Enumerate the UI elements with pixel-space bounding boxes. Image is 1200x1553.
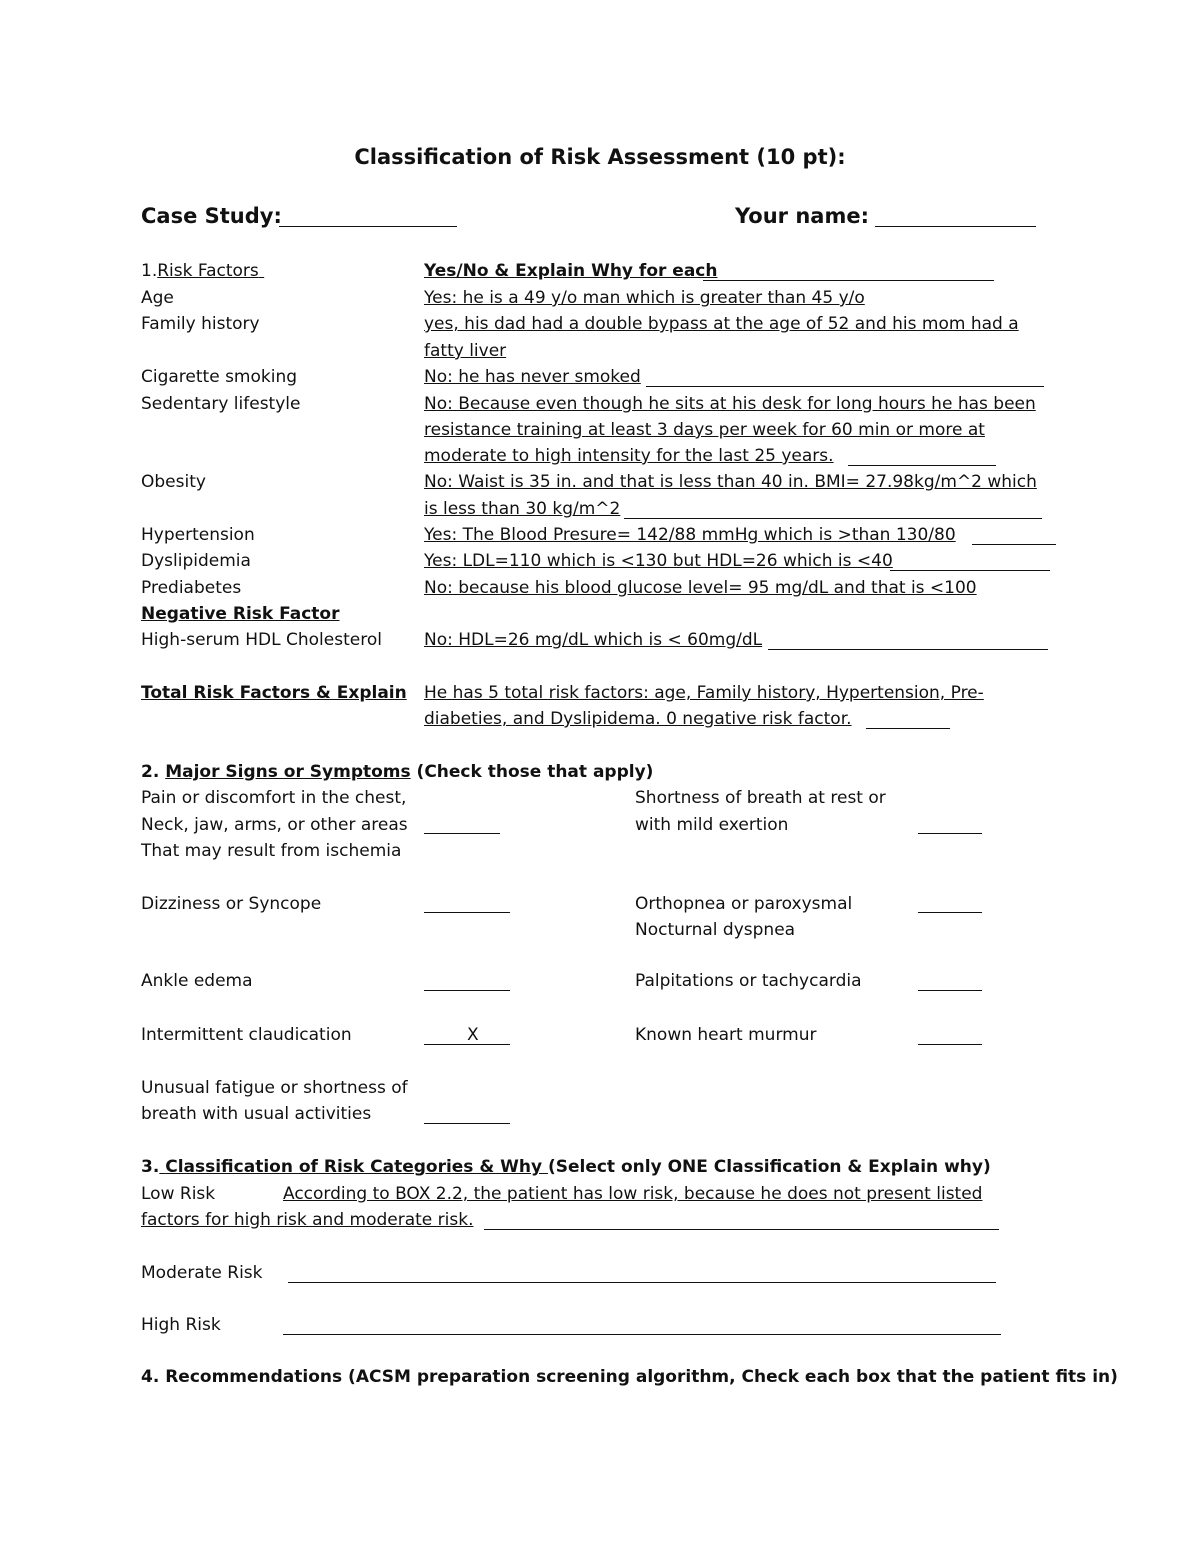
section1-number: 1. (141, 261, 158, 281)
murmur-check-field[interactable] (918, 1044, 982, 1045)
total-risk-factors-label: Total Risk Factors & Explain (141, 683, 407, 703)
total-risk-factors-answer-line2: diabeties, and Dyslipidema. 0 negative risk factor. (424, 709, 852, 729)
your-name-field[interactable] (875, 226, 1036, 227)
prediabetes-answer: No: because his blood glucose level= 95 mg/dL and that is <100 (424, 578, 977, 598)
high-risk-label: High Risk (141, 1315, 221, 1335)
answer-heading: Yes/No & Explain Why for each (424, 261, 718, 281)
dizziness-check-field[interactable] (424, 912, 510, 913)
symptom-fatigue-line1: Unusual fatigue or shortness of (141, 1078, 408, 1098)
case-study-label: Case Study: (141, 204, 282, 228)
answer-heading-rule (703, 280, 994, 281)
obesity-answer-line2: is less than 30 kg/m^2 (424, 499, 621, 519)
symptom-fatigue-line2: breath with usual activities (141, 1104, 372, 1124)
low-risk-answer-line1: According to BOX 2.2, the patient has low risk, because he does not present listed (283, 1184, 983, 1204)
dyslipidemia-answer: Yes: LDL=110 which is <130 but HDL=26 which is <40 (424, 551, 893, 571)
sob-check-field[interactable] (918, 833, 982, 834)
hypertension-label: Hypertension (141, 525, 255, 545)
prediabetes-label: Prediabetes (141, 578, 242, 598)
symptom-sob-line1: Shortness of breath at rest or (635, 788, 886, 808)
hdl-answer: No: HDL=26 mg/dL which is < 60mg/dL (424, 630, 763, 650)
sedentary-answer-rule (848, 465, 996, 466)
section3-heading-text: Classification of Risk Categories & Why (165, 1157, 543, 1177)
sedentary-answer-line3: moderate to high intensity for the last 25 years. (424, 446, 834, 466)
case-study-field[interactable] (279, 226, 457, 227)
fatigue-check-field[interactable] (424, 1123, 510, 1124)
symptom-dizziness: Dizziness or Syncope (141, 894, 322, 914)
symptom-sob-line2: with mild exertion (635, 815, 789, 835)
total-answer-rule (866, 728, 950, 729)
symptom-orthopnea-line2: Nocturnal dyspnea (635, 920, 796, 940)
section1-heading (141, 258, 264, 285)
high-risk-field[interactable] (283, 1334, 1001, 1335)
symptom-chest-line3: That may result from ischemia (141, 841, 402, 861)
moderate-risk-label: Moderate Risk (141, 1263, 263, 1283)
family-history-answer-line2: fatty liver (424, 341, 507, 361)
low-risk-label: Low Risk (141, 1184, 216, 1204)
negative-risk-factor-heading: Negative Risk Factor (141, 604, 340, 624)
obesity-label: Obesity (141, 472, 206, 492)
symptom-heart-murmur: Known heart murmur (635, 1025, 817, 1045)
hdl-label: High-serum HDL Cholesterol (141, 630, 382, 650)
sedentary-answer-line1: No: Because even though he sits at his desk for long hours he has been (424, 394, 1036, 414)
age-label: Age (141, 288, 174, 308)
page-title: Classification of Risk Assessment (10 pt): (354, 145, 846, 169)
symptom-chest-line1: Pain or discomfort in the chest, (141, 788, 407, 808)
low-risk-answer-rule (484, 1229, 999, 1230)
low-risk-answer-line2: factors for high risk and moderate risk. (141, 1210, 474, 1230)
family-history-answer-line1: yes, his dad had a double bypass at the age of 52 and his mom had a (424, 314, 1019, 334)
hypertension-answer: Yes: The Blood Presure= 142/88 mmHg which is >than 130/80 (424, 525, 956, 545)
obesity-answer-line1: No: Waist is 35 in. and that is less than 40 in. BMI= 27.98kg/m^2 which (424, 472, 1037, 492)
chest-check-field[interactable] (424, 833, 500, 834)
section3-heading: 3. Classification of Risk Categories & Why (Select only ONE Classification & Explain why) (141, 1157, 991, 1177)
symptom-ankle-edema: Ankle edema (141, 971, 253, 991)
hdl-answer-rule (768, 649, 1048, 650)
symptom-claudication: Intermittent claudication (141, 1025, 352, 1045)
symptom-orthopnea-line1: Orthopnea or paroxysmal (635, 894, 853, 914)
symptom-chest-line2: Neck, jaw, arms, or other areas (141, 815, 408, 835)
hypertension-answer-rule (972, 544, 1056, 545)
sedentary-label: Sedentary lifestyle (141, 394, 301, 414)
family-history-label: Family history (141, 314, 260, 334)
sedentary-answer-line2: resistance training at least 3 days per week for 60 min or more at (424, 420, 985, 440)
section2-heading: 2. Major Signs or Symptoms (Check those that apply) (141, 762, 654, 782)
dyslipidemia-answer-rule (890, 570, 1050, 571)
orthopnea-check-field[interactable] (918, 912, 982, 913)
smoking-answer-rule (646, 386, 1044, 387)
palpitations-check-field[interactable] (918, 990, 982, 991)
section4-heading: 4. Recommendations (ACSM preparation screening algorithm, Check each box that the patient fits in) (141, 1367, 1118, 1387)
ankle-check-field[interactable] (424, 990, 510, 991)
smoking-answer: No: he has never smoked (424, 367, 641, 387)
total-risk-factors-answer-line1: He has 5 total risk factors: age, Family history, Hypertension, Pre- (424, 683, 984, 703)
your-name-label: Your name: (735, 204, 869, 228)
risk-factors-heading: Risk Factors (157, 261, 259, 281)
obesity-answer-rule (624, 518, 1042, 519)
claudication-check-mark: X (467, 1025, 479, 1045)
age-answer: Yes: he is a 49 y/o man which is greater than 45 y/o (424, 288, 865, 308)
dyslipidemia-label: Dyslipidemia (141, 551, 251, 571)
smoking-label: Cigarette smoking (141, 367, 298, 387)
symptom-palpitations: Palpitations or tachycardia (635, 971, 862, 991)
moderate-risk-field[interactable] (288, 1282, 996, 1283)
